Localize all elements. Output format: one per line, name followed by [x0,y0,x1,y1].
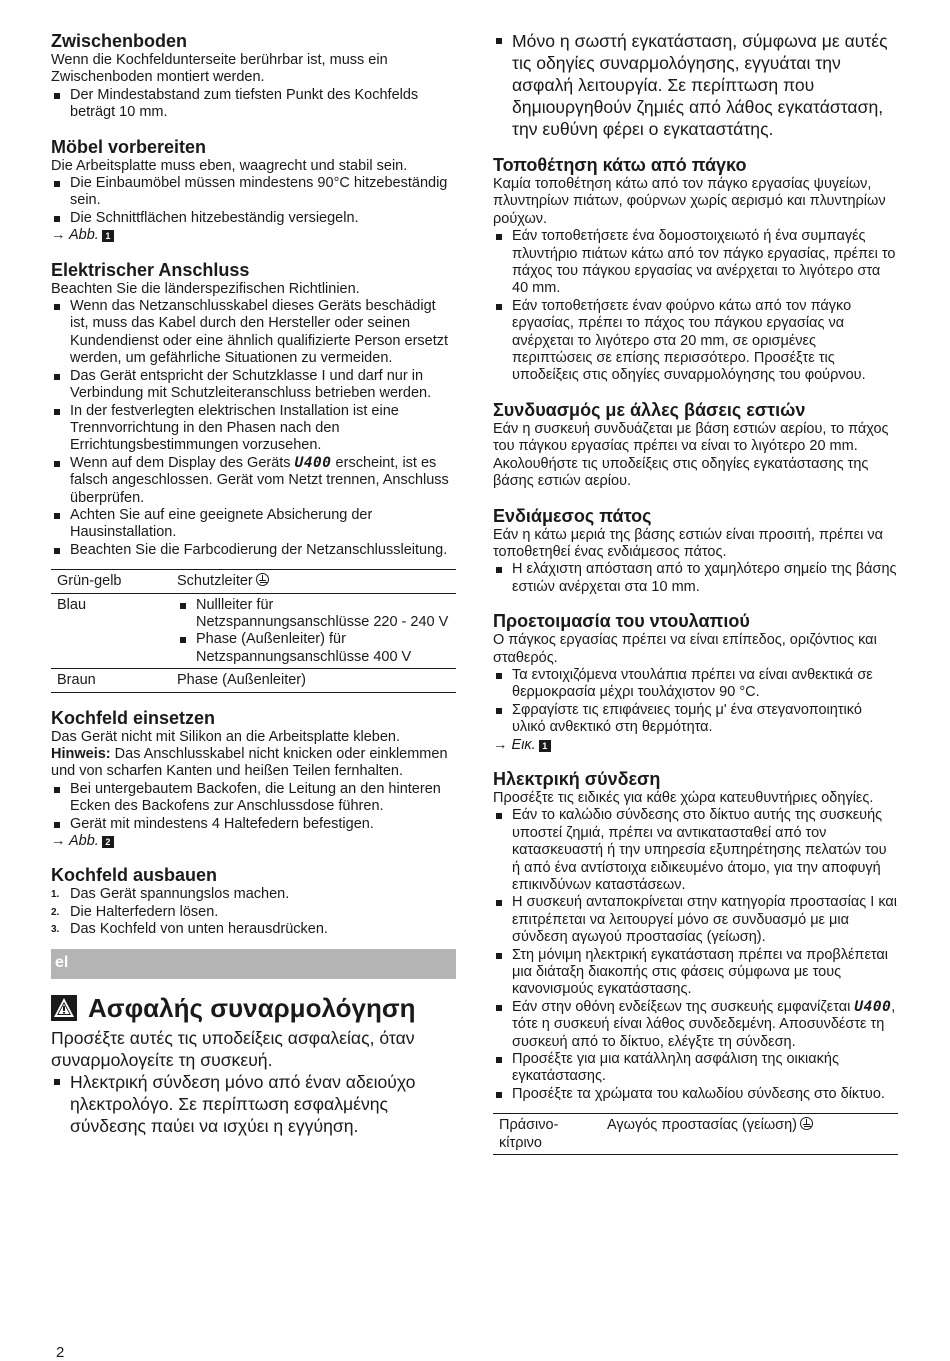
step-number: 1. [51,889,60,901]
list-item: Der Mindestabstand zum tiefsten Punkt des Kochfelds beträgt 10 mm. [51,87,456,122]
list-item [51,886,456,903]
list-item: Τα εντοιχιζόμενα ντουλάπια πρέπει να είναι ανθεκτικά σε θερμοκρασία μέχρι τουλάχιστον 90 °C. [493,667,898,702]
display-code: U400 [854,998,892,1015]
note-label: Hinweis: [51,746,111,762]
ground-symbol-icon [800,1117,813,1130]
step-number: 3. [51,924,60,936]
section-text: Beachten Sie die länderspezifischen Richtlinien. [51,280,360,297]
step-text: Die Halterfedern lösen. [70,903,219,920]
section-title: Zwischenboden [51,31,188,51]
table-row [51,669,456,692]
list-item: Achten Sie auf eine geeignete Absicherung der Hausinstallation. [51,507,456,542]
list-item: Προσέξτε για μια κατάλληλη ασφάλιση της οικιακής εγκατάστασης. [493,1051,898,1086]
list-item-text: erscheint, ist es falsch angeschlossen. Gerät vom Netzt trennen, Anschluss überprüfen. [70,454,449,506]
page-number: 2 [56,1344,65,1361]
list-item [51,455,456,507]
ref-text: → Εικ. [493,736,536,753]
section-text: Wenn die Kochfeldunterseite berührbar ist, muss ein Zwischenboden montiert werden. [51,52,388,86]
list-item: Die Einbaumöbel müssen mindestens 90°C hitzebeständig sein. [51,175,456,210]
table-cell: Blau [57,596,87,613]
section-title: Kochfeld ausbauen [51,865,218,886]
table-cell: Grün-gelb [57,573,122,590]
section-text: Καμία τοποθέτηση κάτω από τον πάγκο εργασίας ψυγείων, πλυντηρίων πιάτων, φούρνων χωρίς αερισμό και πλυντηρίων ρούχων. [493,176,886,227]
section-text: Εάν η συσκευή συνδυάζεται με βάση εστιών αερίου, το πάχος του πάγκου εργασίας πρέπει να είναι το λιγότερο 20 mm. Ακολουθήστε τις υποδείξεις στις οδηγίες εγκατάστασης της βάσης εστιών αερίου. [493,420,889,490]
section-einsetzen [51,707,456,851]
list-item: Nullleiter für Netzspannungsanschlüsse 220 - 240 V [177,597,450,632]
section-text: Das Gerät nicht mit Silikon an die Arbeitsplatte kleben. [51,728,400,745]
step-text: Das Kochfeld von unten herausdrücken. [70,921,328,938]
table-row [51,593,456,669]
list-item: Εάν τοποθετήσετε έναν φούρνο κάτω από τον πάγκο εργασίας, πρέπει το πάχος του πάγκου εργασίας να ανέρχεται το λιγότερο στα 20 mm, σε ορισμένες περιπτώσεις σε επίσης περισσότερο. Προσέξτε τις υποδείξεις στις οδηγίες συναρμολόγησης του φούρνου. [493,298,898,385]
bullet-list [51,87,456,122]
bullet-list [493,228,898,385]
page-title: Ασφαλής συναρμολόγηση [88,992,416,1023]
section-elektrisch [51,259,456,693]
section-text: Προσέξτε αυτές τις υποδείξεις ασφαλείας, όταν συναρμολογείτε τη συσκευή. [51,1027,415,1070]
figure-reference [51,833,456,850]
section-safety-continued [493,30,898,140]
figure-reference [51,227,456,244]
figure-number-badge: 1 [102,230,114,242]
figure-reference [493,737,898,754]
bullet-list [51,298,456,559]
left-column [51,30,456,1137]
safety-heading [51,991,456,1025]
section-syndesi [493,768,898,1155]
list-item: Beachten Sie die Farbcodierung der Netzanschlussleitung. [51,542,456,559]
bullet-list [493,667,898,737]
numbered-list [51,886,456,938]
display-code: U400 [294,454,332,471]
bullet-list [177,597,450,667]
section-text: Προσέξτε τις ειδικές για κάθε χώρα κατευθυντήριες οδηγίες. [493,789,874,806]
bullet-list [51,175,456,227]
step-text: Das Gerät spannungslos machen. [70,886,290,903]
table-cell: Braun [57,672,96,689]
list-item: Εάν το καλώδιο σύνδεσης στο δίκτυο αυτής της συσκευής υποστεί ζημιά, πρέπει να αντικατασταθεί από τον κατασκευαστή ή την υπηρεσία εξυπηρέτησης πελατών του ή από ένα αντίστοιχα ειδικευμένο άτομο, για την αποφυγή επικινδύνων καταστάσεων. [493,807,898,894]
list-item: Die Schnittflächen hitzebeständig versiegeln. [51,210,456,227]
list-item: Προσέξτε τα χρώματα του καλωδίου σύνδεσης στο δίκτυο. [493,1086,898,1103]
section-endiamesos [493,505,898,597]
section-title: Συνδυασμός με άλλες βάσεις εστιών [493,399,806,420]
section-proetoimasia [493,610,898,754]
list-item-text: Εάν στην οθόνη ενδείξεων της συσκευής εμφανίζεται [512,998,851,1015]
table-cell [171,593,456,669]
warning-triangle-icon [51,995,77,1021]
list-item: Στη μόνιμη ηλεκτρική εγκατάσταση πρέπει να προβλέπεται μια διάταξη διακοπής στις φάσεις σύμφωνα με τους κανονισμούς εγκατάστασης. [493,947,898,999]
list-item [493,999,898,1051]
table-cell-text: Αγωγός προστασίας (γείωση) [607,1117,797,1134]
section-moebel [51,136,456,245]
note [51,746,456,781]
list-item: Ηλεκτρική σύνδεση μόνο από έναν αδειούχο ηλεκτρολόγο. Σε περίπτωση εσφαλμένης σύνδεσης παύει να ισχύει η εγγύηση. [51,1071,456,1137]
list-item: Bei untergebautem Backofen, die Leitung an den hinteren Ecken des Backofens zur Anschlussdose führen. [51,781,456,816]
list-item: Εάν τοποθετήσετε ένα δομοστοιχειωτό ή ένα συμπαγές πλυντήριο πιάτων κάτω από τον πάγκο εργασίας, πρέπει το πάχος του πάγκου εργασίας να ανέρχεται το λιγότερο στα 40 mm. [493,228,898,298]
ground-symbol-icon [256,573,269,586]
list-item: Η ελάχιστη απόσταση από το χαμηλότερο σημείο της βάσης εστιών ανέρχεται στα 10 mm. [493,561,898,596]
ref-text: → Abb. [51,833,99,850]
section-title: Τοποθέτηση κάτω από πάγκο [493,155,747,175]
section-title: Προετοιμασία του ντουλαπιού [493,611,750,632]
language-code: el [55,953,69,971]
section-text: Εάν η κάτω μεριά της βάσης εστιών είναι προσιτή, πρέπει να τοποθετηθεί ένας ενδιάμεσος πάτος. [493,526,883,560]
list-item: In der festverlegten elektrischen Installation ist eine Trennvorrichtung in den Phasen nach den Errichtungsbestimmungen vorzusehen. [51,403,456,455]
bullet-list [493,30,898,140]
list-item: Das Gerät entspricht der Schutzklasse I und darf nur in Verbindung mit Schutzleiteranschluss betrieben werden. [51,368,456,403]
wire-color-table [493,1113,898,1155]
section-text: Die Arbeitsplatte muss eben, waagrecht und stabil sein. [51,157,408,174]
table-cell-text: Schutzleiter [177,573,253,590]
bullet-list [493,807,898,1103]
figure-number-badge: 1 [539,740,551,752]
section-title: Kochfeld einsetzen [51,707,216,728]
section-title: Ενδιάμεσος πάτος [493,505,652,526]
section-ausbauen [51,864,456,938]
table-cell [601,1114,898,1155]
note-text: Das Anschlusskabel nicht knicken oder einklemmen und von scharfen Kanten und heißen Teilen fernhalten. [51,746,448,780]
table-row [51,570,456,593]
section-topothetisi [493,154,898,385]
list-item [51,904,456,921]
section-zwischenboden [51,30,456,122]
table-cell: Πράσινο-κίτρινο [499,1117,559,1151]
bullet-list [493,561,898,596]
section-title: Möbel vorbereiten [51,136,207,157]
section-title: Ηλεκτρική σύνδεση [493,768,661,789]
list-item: Σφραγίστε τις επιφάνειες τομής μ' ένα στεγανοποιητικό υλικό ανθεκτικό στη θερμότητα. [493,702,898,737]
list-item: Μόνο η σωστή εγκατάσταση, σύμφωνα με αυτές τις οδηγίες συναρμολόγησης, εγγυάται την ασφαλή λειτουργία. Σε περίπτωση που δημιουργηθούν ζημιές από λάθος εγκατάσταση, την ευθύνη φέρει ο εγκαταστάτης. [493,30,898,140]
list-item [51,921,456,938]
section-syndyasmos [493,399,898,491]
step-number: 2. [51,906,60,918]
list-item: Gerät mit mindestens 4 Haltefedern befestigen. [51,816,456,833]
table-cell: Phase (Außenleiter) [177,672,306,689]
wire-color-table [51,569,456,692]
table-row [493,1114,898,1155]
list-item: Phase (Außenleiter) für Netzspannungsanschlüsse 400 V [177,631,450,666]
right-column [493,30,898,1169]
table-cell [171,570,456,593]
list-item-text: Wenn auf dem Display des Geräts [70,454,291,471]
bullet-list [51,1071,456,1137]
bullet-list [51,781,456,833]
safety-section [51,1027,456,1137]
list-item: Wenn das Netzanschlusskabel dieses Geräts beschädigt ist, muss das Kabel durch den Hersteller oder seinen Kundendienst oder eine ähnlich qualifizierte Person ersetzt werden, um gefährliche Situationen zu vermeiden. [51,298,456,368]
list-item-text: , τότε η συσκευή είναι λάθος συνδεδεμένη. Αποσυνδέστε τη συσκευή από το δίκτυο, ελέγξτε τη σύνδεση. [512,998,896,1050]
list-item: Η συσκευή ανταποκρίνεται στην κατηγορία προστασίας I και επιτρέπεται να λειτουργεί μόνο σε συνδυασμό με μια σύνδεση αγωγού προστασίας (γείωση). [493,894,898,946]
section-title: Elektrischer Anschluss [51,259,250,280]
section-text: Ο πάγκος εργασίας πρέπει να είναι επίπεδος, οριζόντιος και σταθερός. [493,632,877,666]
ref-text: → Abb. [51,227,99,244]
language-bar [51,949,456,979]
figure-number-badge: 2 [102,836,114,848]
